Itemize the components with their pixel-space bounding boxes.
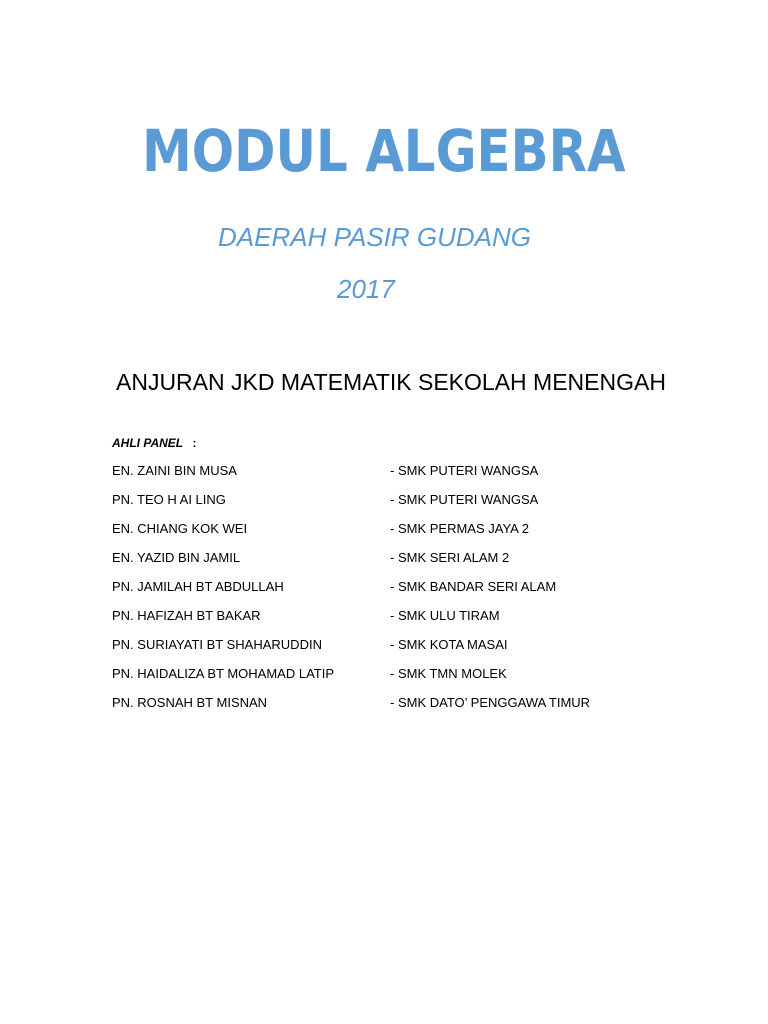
panel-member-list <box>112 462 672 723</box>
member-school: - SMK PUTERI WANGSA <box>390 463 539 478</box>
panel-member-row <box>112 578 672 607</box>
member-name: PN. ROSNAH BT MISNAN <box>112 695 268 710</box>
panel-member-row <box>112 607 672 636</box>
member-name: PN. SURIAYATI BT SHAHARUDDIN <box>112 637 322 652</box>
panel-heading-colon: : <box>192 436 197 450</box>
member-school: - SMK PERMAS JAYA 2 <box>390 521 529 536</box>
member-name: EN. YAZID BIN JAMIL <box>112 550 241 565</box>
member-school: - SMK KOTA MASAI <box>390 637 508 652</box>
member-name: PN. HAIDALIZA BT MOHAMAD LATIP <box>112 666 335 681</box>
district-subtitle: DAERAH PASIR GUDANG <box>218 222 532 252</box>
member-school: - SMK ULU TIRAM <box>390 608 500 623</box>
member-name: PN. HAFIZAH BT BAKAR <box>112 608 261 623</box>
member-school: - SMK BANDAR SERI ALAM <box>390 579 557 594</box>
panel-member-row <box>112 491 672 520</box>
panel-member-row <box>112 549 672 578</box>
document-title: MODUL ALGEBRA <box>142 117 626 185</box>
panel-heading <box>112 434 196 452</box>
panel-member-row <box>112 520 672 549</box>
panel-member-row <box>112 636 672 665</box>
panel-member-row <box>112 665 672 694</box>
member-name: EN. CHIANG KOK WEI <box>112 521 248 536</box>
member-school: - SMK TMN MOLEK <box>390 666 507 681</box>
member-name: PN. TEO H AI LING <box>112 492 226 507</box>
panel-member-row <box>112 462 672 491</box>
year-label: 2017 <box>337 274 395 304</box>
panel-heading-label: AHLI PANEL <box>112 436 184 450</box>
member-name: EN. ZAINI BIN MUSA <box>112 463 237 478</box>
panel-member-row <box>112 694 672 723</box>
organizer-line: ANJURAN JKD MATEMATIK SEKOLAH MENENGAH <box>116 369 666 395</box>
member-school: - SMK SERI ALAM 2 <box>390 550 510 565</box>
member-school: - SMK DATO’ PENGGAWA TIMUR <box>390 695 591 710</box>
member-school: - SMK PUTERI WANGSA <box>390 492 539 507</box>
member-name: PN. JAMILAH BT ABDULLAH <box>112 579 284 594</box>
